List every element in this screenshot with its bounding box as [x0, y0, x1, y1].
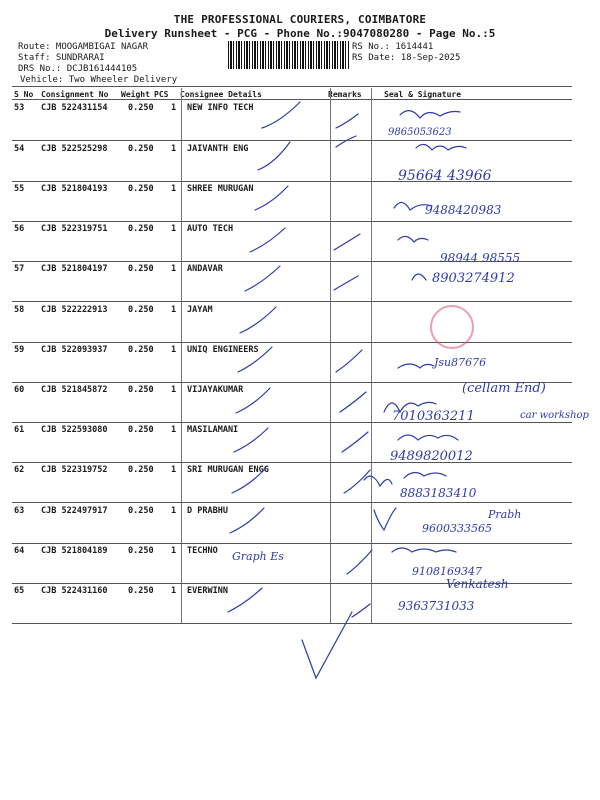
signature-scribble [400, 111, 460, 118]
row-rule [12, 342, 572, 343]
remark-tick [352, 604, 370, 617]
vehicle-label: Vehicle: Two Wheeler Delivery [20, 75, 178, 85]
row-consignment: CJB 522431154 [41, 103, 108, 113]
row-consignment: CJB 522525298 [41, 144, 108, 154]
tick-mark [245, 266, 280, 291]
row-pcs: 1 [171, 345, 177, 355]
row-pcs: 1 [171, 465, 177, 475]
hw-phone: 9600333565 [422, 522, 492, 535]
col-signature: Seal & Signature [384, 90, 462, 99]
route-label: Route: MOOGAMBIGAI NAGAR [18, 42, 149, 52]
row-consignee: UNIQ ENGINEERS [187, 345, 259, 355]
tick-mark [250, 228, 285, 252]
row-consignment: CJB 522319752 [41, 465, 108, 475]
row-consignment: CJB 522593080 [41, 425, 108, 435]
row-consignment: CJB 522497917 [41, 506, 108, 516]
row-pcs: 1 [171, 184, 177, 194]
row-sno: 54 [14, 144, 25, 154]
row-pcs: 1 [171, 264, 177, 274]
row-consignment: CJB 521804189 [41, 546, 108, 556]
tick-mark [234, 428, 268, 452]
row-sno: 61 [14, 425, 25, 435]
row-consignment: CJB 521804197 [41, 264, 108, 274]
row-weight: 0.250 [128, 305, 154, 315]
hw-phone: 8903274912 [432, 271, 515, 286]
row-consignment: CJB 522222913 [41, 305, 108, 315]
signature-scribble [398, 364, 434, 368]
row-weight: 0.250 [128, 425, 154, 435]
row-rule [12, 181, 572, 182]
row-consignment: CJB 522319751 [41, 224, 108, 234]
row-sno: 56 [14, 224, 25, 234]
row-consignee: TECHNO [187, 546, 218, 556]
row-consignee: MASILAMANI [187, 425, 239, 435]
row-rule [12, 261, 572, 262]
row-weight: 0.250 [128, 224, 154, 234]
row-consignee: ANDAVAR [187, 264, 223, 274]
table-top-rule [12, 86, 572, 87]
hw-phone: Jsu87676 [434, 356, 487, 369]
row-rule [12, 221, 572, 222]
row-pcs: 1 [171, 385, 177, 395]
tick-mark [258, 142, 290, 170]
rs-number: RS No.: 1614441 [352, 42, 434, 52]
row-sno: 55 [14, 184, 25, 194]
tick-mark [228, 588, 262, 612]
row-weight: 0.250 [128, 144, 154, 154]
row-consignee: SRI MURUGAN ENGG [187, 465, 269, 475]
row-pcs: 1 [171, 144, 177, 154]
row-consignee: D PRABHU [187, 506, 228, 516]
signature-scribble [364, 476, 392, 486]
remark-tick [334, 276, 358, 290]
col-pcs: PCS [154, 90, 169, 99]
drs-number: DRS No.: DCJB161444105 [18, 64, 138, 74]
hw-phone: 9488420983 [425, 203, 502, 217]
signature-scribble [412, 274, 426, 280]
remark-tick [342, 432, 368, 452]
signature-scribble [416, 144, 466, 150]
remark-tick [336, 136, 356, 147]
row-rule [12, 140, 572, 141]
row-sno: 63 [14, 506, 25, 516]
remark-tick [347, 550, 372, 574]
hw-name: Venkatesh [446, 577, 509, 591]
row-consignee: VIJAYAKUMAR [187, 385, 244, 395]
row-rule [12, 382, 572, 383]
hw-phone: 7010363211 [392, 409, 475, 424]
row-pcs: 1 [171, 425, 177, 435]
row-weight: 0.250 [128, 506, 154, 516]
company-name: THE PROFESSIONAL COURIERS, COIMBATORE [173, 13, 427, 26]
row-consignment: CJB 522431160 [41, 586, 108, 596]
row-consignee: JAYAM [187, 305, 213, 315]
tick-mark [230, 508, 264, 533]
row-consignee: AUTO TECH [187, 224, 234, 234]
signature-scribble [398, 236, 428, 242]
col-remarks: Remarks [328, 90, 362, 99]
col-sno: S No [14, 90, 34, 99]
tick-mark [262, 102, 300, 128]
row-weight: 0.250 [128, 385, 154, 395]
remark-tick [340, 392, 366, 412]
row-pcs: 1 [171, 546, 177, 556]
row-consignee: NEW INFO TECH [187, 103, 254, 113]
row-pcs: 1 [171, 305, 177, 315]
hw-phone: 98944 98555 [440, 251, 521, 265]
table-header-rule [12, 99, 572, 100]
signature-scribble [384, 402, 436, 412]
hw-phone: 95664 43966 [398, 168, 492, 184]
row-rule [12, 422, 572, 423]
hw-phone: 9108169347 [412, 565, 482, 578]
signature-scribble [374, 508, 396, 530]
hw-note: Prabh [488, 508, 522, 521]
signature-scribble [398, 435, 458, 440]
remark-tick [334, 234, 360, 250]
row-weight: 0.250 [128, 465, 154, 475]
remark-tick [336, 114, 358, 128]
row-consignment: CJB 521845872 [41, 385, 108, 395]
row-rule [12, 462, 572, 463]
remark-tick [336, 350, 362, 372]
row-sno: 59 [14, 345, 25, 355]
row-sno: 58 [14, 305, 25, 315]
row-rule [12, 623, 572, 624]
row-sno: 65 [14, 586, 25, 596]
signature-scribble [392, 548, 456, 552]
row-weight: 0.250 [128, 586, 154, 596]
row-consignee: JAIVANTH ENG [187, 144, 249, 154]
row-sno: 62 [14, 465, 25, 475]
barcode-image [228, 41, 350, 69]
row-sno: 53 [14, 103, 25, 113]
row-weight: 0.250 [128, 264, 154, 274]
row-rule [12, 301, 572, 302]
row-consignee: EVERWINN [187, 586, 228, 596]
row-rule [12, 583, 572, 584]
staff-label: Staff: SUNDRARAI [18, 53, 105, 63]
col-consignment: Consignment No [41, 90, 109, 99]
col-consignee: Consignee Details [180, 90, 262, 99]
company-seal-stamp [430, 305, 474, 349]
col-weight: Weight [121, 90, 150, 99]
signature-scribble [404, 472, 446, 478]
hw-phone: 9489820012 [390, 449, 473, 464]
row-weight: 0.250 [128, 345, 154, 355]
rs-date: RS Date: 18-Sep-2025 [352, 53, 461, 63]
hw-note: (cellam End) [462, 381, 546, 396]
row-sno: 57 [14, 264, 25, 274]
signature-scribble [394, 202, 432, 210]
row-weight: 0.250 [128, 546, 154, 556]
row-pcs: 1 [171, 224, 177, 234]
remark-tick [344, 470, 370, 493]
row-consignee: SHREE MURUGAN [187, 184, 254, 194]
hw-phone: 8883183410 [400, 486, 477, 500]
hw-note: Graph Es [232, 550, 284, 563]
row-rule [12, 543, 572, 544]
row-pcs: 1 [171, 103, 177, 113]
row-pcs: 1 [171, 586, 177, 596]
row-sno: 64 [14, 546, 25, 556]
row-rule [12, 502, 572, 503]
tick-mark [255, 186, 288, 210]
hw-phone: 9865053623 [388, 127, 452, 138]
row-weight: 0.250 [128, 184, 154, 194]
large-tick-mark [302, 612, 352, 678]
hw-phone: 9363731033 [398, 599, 475, 613]
hw-note: car workshop [520, 410, 589, 421]
row-pcs: 1 [171, 506, 177, 516]
runsheet-subtitle: Delivery Runsheet - PCG - Phone No.:9047080280 - Page No.:5 [104, 27, 496, 40]
tick-mark [240, 307, 276, 333]
row-consignment: CJB 522093937 [41, 345, 108, 355]
row-consignment: CJB 521804193 [41, 184, 108, 194]
row-sno: 60 [14, 385, 25, 395]
row-weight: 0.250 [128, 103, 154, 113]
